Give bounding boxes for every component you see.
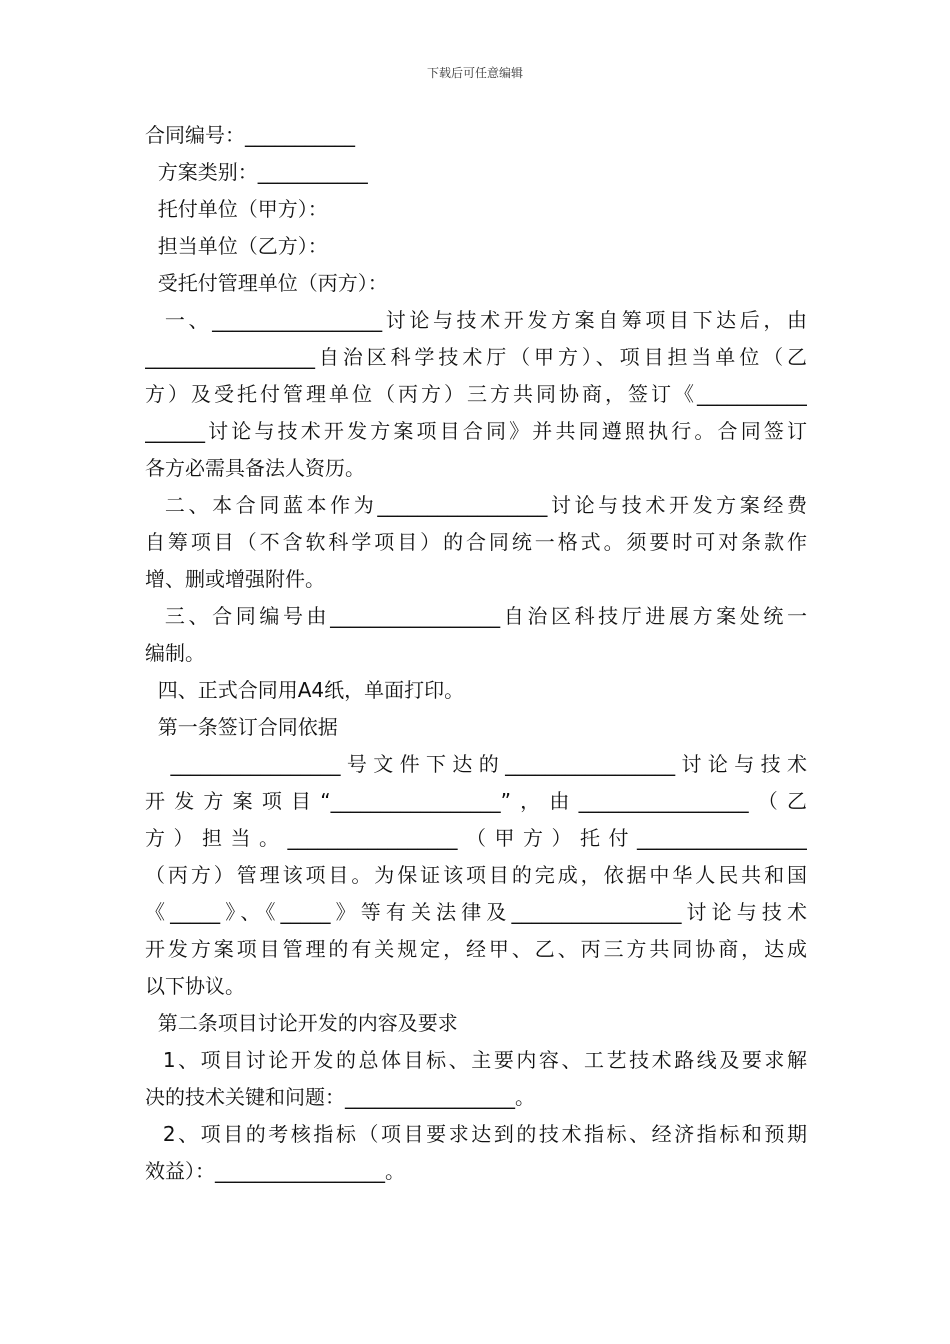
paragraph-line: 各方必需具备法人资历。 (145, 456, 365, 480)
paragraph-line: 开发方案项目管理的有关规定，经甲、乙、丙三方共同协商，达成 (145, 937, 807, 961)
paragraph-line: 方）担当。_________________（甲方）托付_________________ (145, 826, 807, 850)
paragraph-line: 方）及受托付管理单位（丙方）三方共同协商，签订《___________ (145, 382, 807, 406)
paragraph-line: _________________自治区科学技术厅（甲方）、项目担当单位（乙 (145, 345, 807, 369)
paragraph-line: 自筹项目（不含软科学项目）的合同统一格式。须要时可对条款作 (145, 530, 807, 554)
article-heading: 第二条项目讨论开发的内容及要求 (145, 1011, 458, 1035)
paragraph-line: 四、正式合同用A4纸，单面打印。 (145, 678, 465, 702)
contract-number-line: 合同编号：___________ (145, 123, 355, 147)
paragraph-line: 2、项目的考核指标（项目要求达到的技术指标、经济指标和预期 (145, 1122, 807, 1146)
paragraph-line: 以下协议。 (145, 974, 245, 998)
article-heading: 第一条签订合同依据 (145, 715, 338, 739)
paragraph-line: 一、_________________讨论与技术开发方案自筹项目下达后，由 (145, 308, 807, 332)
paragraph-line: 效益）：_________________。 (145, 1159, 405, 1183)
responsible-party-line: 担当单位（乙方）： (145, 234, 328, 258)
paragraph-line: （丙方）管理该项目。为保证该项目的完成，依据中华人民共和国 (145, 863, 807, 887)
paragraph-line: 《_____》、《_____》等有关法律及_________________讨论与技术 (145, 900, 807, 924)
entrusting-party-line: 托付单位（甲方）： (145, 197, 328, 221)
paragraph-line: 增、删或增强附件。 (145, 567, 325, 591)
managing-party-line: 受托付管理单位（丙方）： (145, 271, 388, 295)
paragraph-line: 1、项目讨论开发的总体目标、主要内容、工艺技术路线及要求解 (145, 1048, 807, 1072)
paragraph-line: ______讨论与技术开发方案项目合同》并共同遵照执行。合同签订 (145, 419, 807, 443)
paragraph-line: 决的技术关键和问题：_________________。 (145, 1085, 535, 1109)
paragraph-line: 开发方案项目“_________________”，由_________________（乙 (145, 789, 807, 813)
plan-category-line: 方案类别：___________ (145, 160, 368, 184)
paragraph-line: 编制。 (145, 641, 205, 665)
paragraph-line: _________________号文件下达的_________________讨论与技术 (145, 752, 807, 776)
document-body (145, 117, 807, 1190)
paragraph-line: 三、合同编号由_________________自治区科技厅进展方案处统一 (145, 604, 807, 628)
page-header: 下载后可任意编辑 (426, 66, 523, 80)
paragraph-line: 二、本合同蓝本作为_________________讨论与技术开发方案经费 (145, 493, 807, 517)
